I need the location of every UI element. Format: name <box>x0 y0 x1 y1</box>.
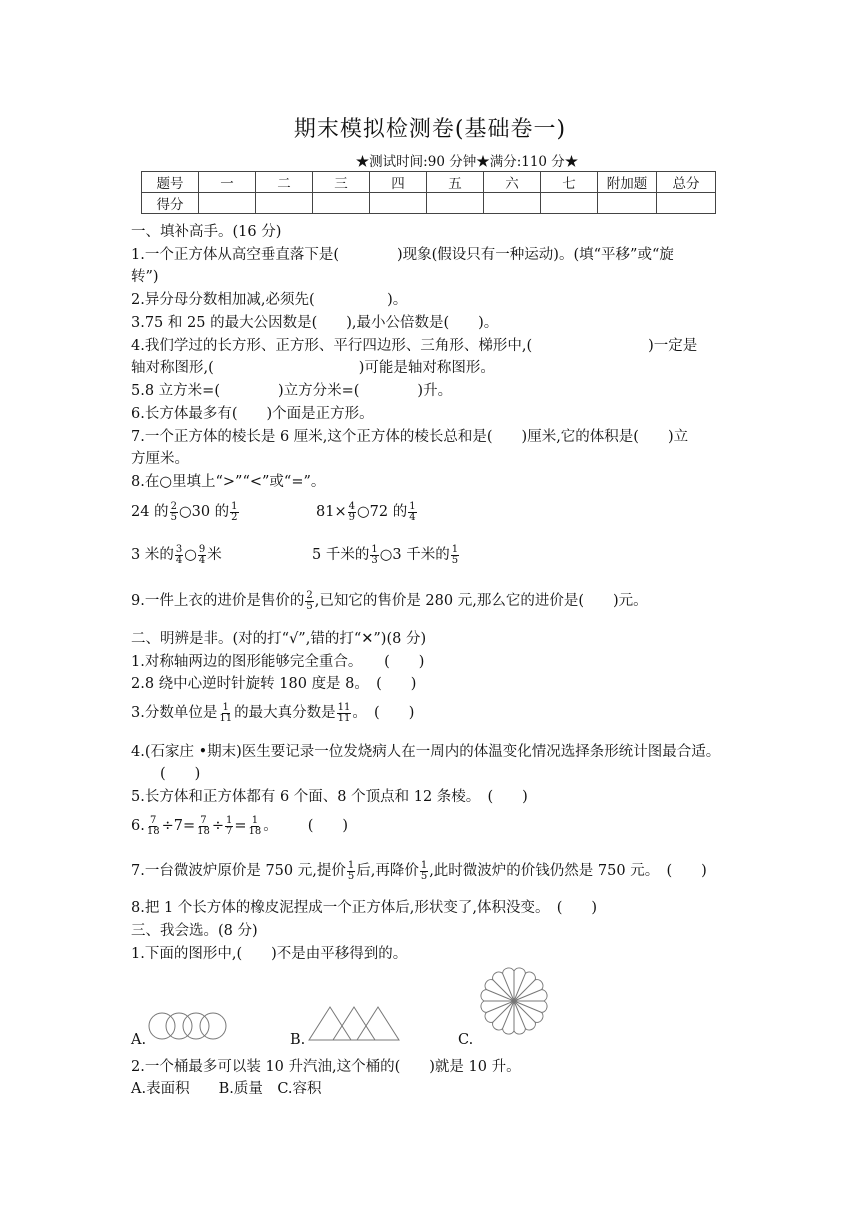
question-text: 5.8 立方米=( )立方分米=( )升。 <box>131 383 453 399</box>
numerator: 4 <box>348 500 355 512</box>
text-part: ,此时微波炉的价钱仍然是 750 元。 ( ) <box>429 863 707 879</box>
question-text: 1.下面的图形中,( )不是由平移得到的。 <box>131 946 408 962</box>
text-part: 米 <box>207 547 222 563</box>
text-part: 3 米的 <box>131 547 174 563</box>
numerator: 2 <box>306 589 313 601</box>
text-part: 。 <box>263 818 278 834</box>
fraction <box>248 816 263 837</box>
table-cell: 二 <box>256 172 313 193</box>
table-cell: 五 <box>427 172 484 193</box>
score-input-cell[interactable] <box>657 193 716 214</box>
score-input-cell[interactable] <box>598 193 657 214</box>
numerator: 1 <box>226 814 233 826</box>
fraction <box>218 703 233 724</box>
section-heading: 三、我会选。(8 分) <box>131 923 258 939</box>
table-cell: 一 <box>199 172 256 193</box>
denominator: 5 <box>420 870 428 882</box>
numerator: 1 <box>347 859 355 871</box>
denominator: 3 <box>371 554 378 566</box>
section-heading: 二、明辨是非。(对的打“√”,错的打“✕”)(8 分) <box>131 631 427 647</box>
denominator: 18 <box>146 825 160 837</box>
flower-spoke <box>514 1001 535 1022</box>
fraction <box>370 545 378 566</box>
question-text <box>131 859 707 882</box>
text-part: 81× <box>316 504 347 520</box>
fraction <box>196 816 211 837</box>
question-text: 方厘米。 <box>131 451 189 467</box>
score-input-cell[interactable] <box>427 193 484 214</box>
answer-options: A.表面积 B.质量 C.容积 <box>131 1081 322 1097</box>
denominator: 4 <box>175 554 183 566</box>
score-input-cell[interactable] <box>256 193 313 214</box>
question-text: 1.对称轴两边的图形能够完全重合。 ( ) <box>131 654 425 670</box>
answer-blank[interactable]: ( ) <box>307 818 349 834</box>
fraction <box>408 502 416 523</box>
denominator: 18 <box>197 825 210 837</box>
text-part: ○30 的 <box>178 504 230 520</box>
question-text: 3.75 和 25 的最大公因数是( ),最小公倍数是( )。 <box>131 315 499 331</box>
table-cell: 题号 <box>142 172 199 193</box>
denominator: 11 <box>337 712 351 724</box>
text-part: 。 ( ) <box>352 705 415 721</box>
text-part: ○ <box>184 547 197 563</box>
score-input-cell[interactable] <box>199 193 256 214</box>
denominator: 9 <box>348 511 355 523</box>
fraction <box>337 703 352 724</box>
numerator: 1 <box>222 701 229 713</box>
denominator: 5 <box>170 511 177 523</box>
text-part: 5 千米的 <box>312 547 370 563</box>
score-input-cell[interactable] <box>541 193 598 214</box>
question-text: 2.异分母分数相加减,必须先( )。 <box>131 292 408 308</box>
numerator: 1 <box>420 859 428 871</box>
question-text: 4.我们学过的长方形、正方形、平行四边形、三角形、梯形中,( )一定是 <box>131 338 698 354</box>
question-text <box>131 814 348 837</box>
fraction <box>347 861 355 882</box>
text-part: ÷ <box>211 818 224 834</box>
question-text: 2.一个桶最多可以装 10 升汽油,这个桶的( )就是 10 升。 <box>131 1059 521 1075</box>
fraction <box>225 816 233 837</box>
numerator: 3 <box>175 543 183 555</box>
table-cell: 六 <box>484 172 541 193</box>
comparison-item <box>312 543 460 566</box>
denominator: 5 <box>306 600 313 612</box>
table-cell: 七 <box>541 172 598 193</box>
fraction <box>146 816 161 837</box>
text-part: ○3 千米的 <box>379 547 450 563</box>
fraction <box>348 502 356 523</box>
table-cell: 附加题 <box>598 172 657 193</box>
question-text: ( ) <box>160 766 201 782</box>
denominator: 5 <box>451 554 459 566</box>
overlapping-triangles-figure <box>306 1004 402 1042</box>
text-part: = <box>234 818 247 834</box>
numerator: 7 <box>150 814 157 826</box>
denominator: 11 <box>219 712 233 724</box>
option-a-label: A. <box>131 1032 147 1048</box>
question-text: 8.把 1 个长方体的橡皮泥捏成一个正方体后,形状变了,体积没变。 ( ) <box>131 900 598 916</box>
text-part: ○72 的 <box>356 504 408 520</box>
text-part: 后,再降价 <box>356 863 419 879</box>
question-text: 7.一个正方体的棱长是 6 厘米,这个正方体的棱长总和是( )厘米,它的体积是( )立 <box>131 429 689 445</box>
fraction <box>198 545 206 566</box>
score-table-header-row <box>142 172 716 193</box>
rotated-flower-figure <box>472 962 556 1042</box>
denominator: 4 <box>409 511 416 523</box>
text-part: 7.一台微波炉原价是 750 元,提价 <box>131 863 346 879</box>
question-text: 8.在○里填上“>”“<”或“=”。 <box>131 474 326 490</box>
fraction <box>230 502 238 523</box>
table-cell: 得分 <box>142 193 199 214</box>
comparison-item <box>131 543 222 566</box>
score-table <box>141 171 716 214</box>
question-text <box>131 701 414 724</box>
fraction <box>451 545 459 566</box>
text-part: 9.一件上衣的进价是售价的 <box>131 593 305 609</box>
comparison-item <box>316 500 418 523</box>
denominator: 5 <box>347 870 355 882</box>
fraction <box>175 545 183 566</box>
numerator: 11 <box>337 701 351 713</box>
flower-spoke <box>493 980 514 1001</box>
question-text: 1.一个正方体从高空垂直落下是( )现象(假设只有一种运动)。(填“平移”或“旋 <box>131 247 674 263</box>
numerator: 7 <box>200 814 207 826</box>
question-text: 5.长方体和正方体都有 6 个面、8 个顶点和 12 条棱。 ( ) <box>131 789 528 805</box>
numerator: 1 <box>371 543 378 555</box>
comparison-item <box>131 500 240 523</box>
question-text <box>131 589 648 612</box>
exam-info: ★测试时间:90 分钟★满分:110 分★ <box>270 150 664 172</box>
fraction <box>170 502 178 523</box>
numerator: 1 <box>451 543 459 555</box>
table-cell: 三 <box>313 172 370 193</box>
flower-spoke <box>514 980 535 1001</box>
overlapping-circles-figure <box>146 1010 230 1042</box>
numerator: 1 <box>251 814 259 826</box>
text-part: 3.分数单位是 <box>131 705 218 721</box>
text-part: 的最大真分数是 <box>234 705 336 721</box>
numerator: 1 <box>409 500 416 512</box>
score-input-cell[interactable] <box>313 193 370 214</box>
question-text: 4.(石家庄 •期末)医生要记录一位发烧病人在一周内的体温变化情况选择条形统计图最合适。 <box>131 744 721 760</box>
fraction <box>420 861 428 882</box>
question-text: 6.长方体最多有( )个面是正方形。 <box>131 406 374 422</box>
question-text: 轴对称图形,( )可能是轴对称图形。 <box>131 360 495 376</box>
page-title: 期末模拟检测卷(基础卷一) <box>293 117 567 142</box>
denominator: 4 <box>198 554 206 566</box>
option-b-label: B. <box>290 1032 306 1048</box>
denominator: 2 <box>231 511 238 523</box>
score-input-cell[interactable] <box>484 193 541 214</box>
numerator: 9 <box>198 543 206 555</box>
table-cell: 总分 <box>657 172 716 193</box>
text-part: ÷7= <box>161 818 196 834</box>
flower-spoke <box>493 1001 514 1022</box>
table-cell: 四 <box>370 172 427 193</box>
score-input-cell[interactable] <box>370 193 427 214</box>
question-text: 2.8 绕中心逆时针旋转 180 度是 8。 ( ) <box>131 676 417 692</box>
score-table-score-row <box>142 193 716 214</box>
option-c-label: C. <box>458 1032 474 1048</box>
numerator: 1 <box>231 500 238 512</box>
text-part: ,已知它的售价是 280 元,那么它的进价是( )元。 <box>314 593 648 609</box>
text-part: 6. <box>131 818 145 834</box>
fraction <box>305 591 313 612</box>
text-part: 24 的 <box>131 504 169 520</box>
section-heading: 一、填补高手。(16 分) <box>131 224 282 240</box>
denominator: 18 <box>248 825 262 837</box>
denominator: 7 <box>226 825 233 837</box>
numerator: 2 <box>170 500 177 512</box>
question-text: 转”) <box>131 269 159 285</box>
